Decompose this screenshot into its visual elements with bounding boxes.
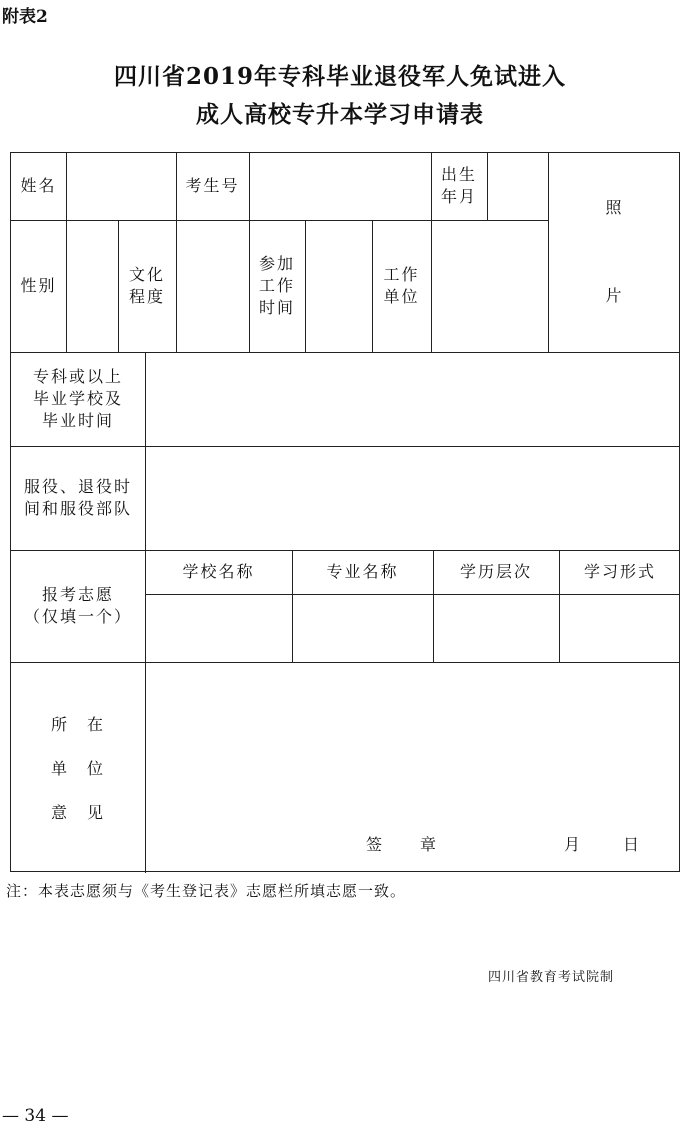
form-title-line-2: 成人高校专升本学习申请表	[196, 101, 484, 128]
page-number: — 34 —	[2, 1106, 69, 1126]
employer-label-line-1: 工作	[383, 265, 420, 284]
application-form-table	[10, 152, 680, 872]
choice-label-line-2: （仅填一个）	[23, 607, 132, 626]
form-title-line-1: 四川省2019年专科毕业退役军人免试进入	[113, 63, 566, 90]
footnote: 注：本表志愿须与《考生登记表》志愿栏所填志愿一致。	[6, 882, 407, 900]
appendix-label: 附表2	[2, 7, 48, 27]
gender-label: 性别	[20, 276, 57, 295]
seal-label: 签 章	[366, 835, 439, 854]
service-label-line-1: 服役、退役时	[23, 477, 132, 496]
degree-level-header: 学历层次	[459, 562, 532, 581]
college-label-line-2: 毕业学校及	[32, 389, 123, 408]
day-label: 日	[623, 835, 642, 854]
exam-number-label: 考生号	[185, 176, 240, 195]
photo-label-bottom: 片	[605, 286, 624, 305]
name-label: 姓名	[20, 176, 57, 195]
birth-date-label-line-2: 年月	[440, 187, 477, 206]
service-label-line-2: 间和服役部队	[23, 499, 132, 518]
education-level-label-line-2: 程度	[128, 287, 165, 306]
unit-opinion-label-line-2: 单 位	[50, 759, 105, 778]
work-start-label-line-2: 工作	[258, 276, 295, 295]
study-mode-header: 学习形式	[583, 562, 656, 581]
employer-label-line-2: 单位	[383, 287, 420, 306]
birth-date-label-line-1: 出生	[440, 165, 477, 184]
school-name-header: 学校名称	[182, 562, 255, 581]
college-label-line-3: 毕业时间	[41, 411, 114, 430]
issuer-label: 四川省教育考试院制	[488, 970, 615, 985]
college-label-line-1: 专科或以上	[32, 367, 123, 386]
photo-label-top: 照	[605, 198, 624, 217]
choice-label-line-1: 报考志愿	[41, 585, 114, 604]
major-name-header: 专业名称	[326, 562, 399, 581]
month-label: 月	[564, 835, 583, 854]
unit-opinion-label-line-1: 所 在	[50, 715, 105, 734]
work-start-label-line-1: 参加	[258, 254, 295, 273]
unit-opinion-label-line-3: 意 见	[50, 803, 105, 822]
work-start-label-line-3: 时间	[258, 298, 295, 317]
education-level-label-line-1: 文化	[128, 265, 165, 284]
